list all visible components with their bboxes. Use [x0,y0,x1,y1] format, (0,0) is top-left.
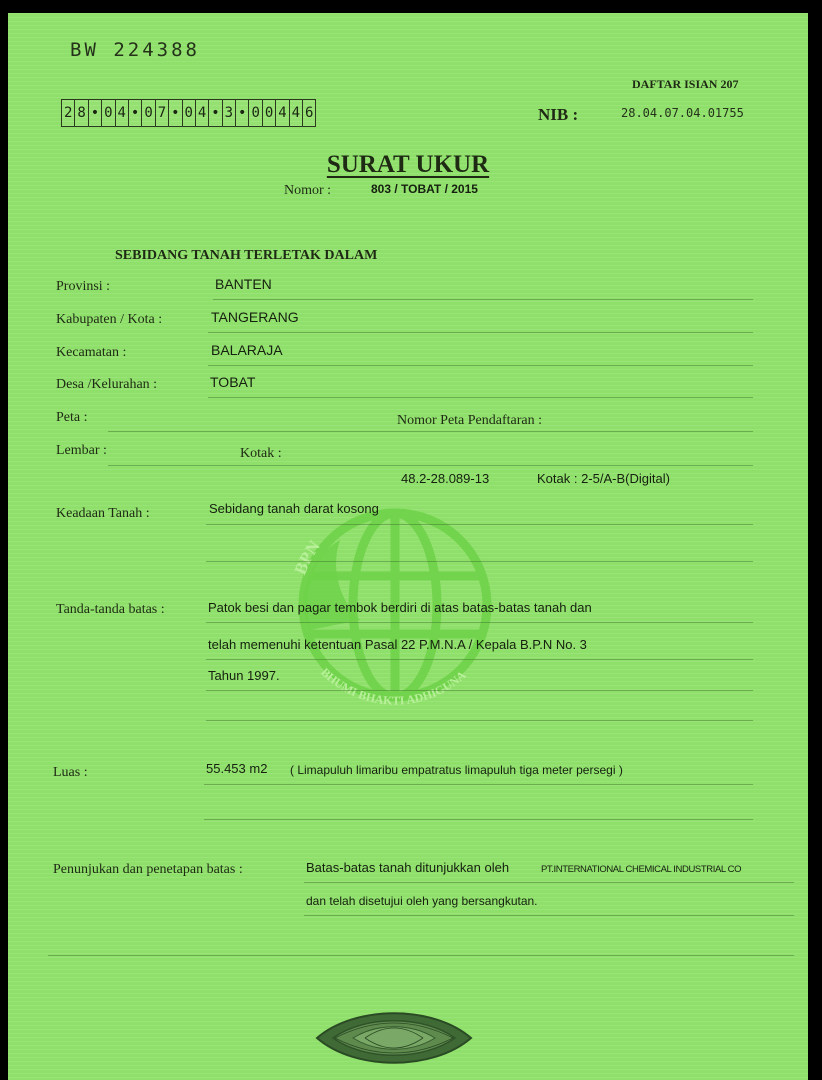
luas-words: ( Limapuluh limaribu empatratus limapuluh tiga meter persegi ) [290,763,623,777]
code-box-cell: 4 [290,100,303,126]
code-box-cell: 0 [249,100,262,126]
document-page [8,13,808,1080]
nib-label: NIB : [538,105,579,124]
code-box-cell: 4 [116,100,129,126]
code-box-cell: 8 [75,100,88,126]
code-box-cell: 4 [196,100,209,126]
security-emblem [315,1003,473,1073]
code-box-cell: 0 [183,100,196,126]
tanda-batas-line-2: telah memenuhi ketentuan Pasal 22 P.M.N.A / Kepala B.P.N No. 3 [208,637,587,652]
desa-label: Desa /Kelurahan : [56,377,158,392]
code-box-cell: • [129,100,142,126]
code-box-cell: • [89,100,102,126]
kabupaten-label: Kabupaten / Kota : [56,312,163,327]
tanda-batas-label: Tanda-tanda batas : [56,602,165,617]
code-box-cell: 4 [276,100,289,126]
company-name: PT.INTERNATIONAL CHEMICAL INDUSTRIAL CO [541,864,742,875]
parcel-code-boxes [61,99,316,127]
code-box-cell: 2 [62,100,75,126]
tanda-batas-line-3: Tahun 1997. [208,668,280,683]
luas-label: Luas : [53,765,88,780]
kotak-value: Kotak : 2-5/A-B(Digital) [537,471,670,486]
code-box-cell: 0 [102,100,115,126]
penunjukan-line-1: Batas-batas tanah ditunjukkan oleh [306,860,510,875]
penunjukan-label: Penunjukan dan penetapan batas : [53,862,243,877]
provinsi-value: BANTEN [215,276,272,292]
section-heading: SEBIDANG TANAH TERLETAK DALAM [115,248,378,263]
kabupaten-value: TANGERANG [211,309,299,325]
seal-text-top: BPN [290,537,324,578]
code-box-cell: • [209,100,222,126]
serial-number: BW 224388 [70,39,200,61]
kecamatan-value: BALARAJA [211,342,283,358]
nib-value: 28.04.07.04.01755 [621,106,744,120]
code-box-cell: 3 [223,100,236,126]
keadaan-label: Keadaan Tanah : [56,506,150,521]
code-box-cell: • [236,100,249,126]
provinsi-label: Provinsi : [56,279,111,294]
keadaan-value: Sebidang tanah darat kosong [209,501,379,516]
map-number-value: 48.2-28.089-13 [401,471,490,486]
kecamatan-label: Kecamatan : [56,345,127,360]
penunjukan-line-2: dan telah disetujui oleh yang bersangkutan. [306,894,538,908]
tanda-batas-line-1: Patok besi dan pagar tembok berdiri di atas batas-batas tanah dan [208,600,592,615]
code-box-cell: 6 [305,105,314,121]
nomor-label: Nomor : [284,183,332,198]
peta-label: Peta : [56,410,88,425]
code-box-cell: 0 [263,100,276,126]
nomor-value: 803 / TOBAT / 2015 [371,182,478,196]
nomor-peta-label: Nomor Peta Pendaftaran : [397,413,543,428]
seal-text-bottom: BHUMI BHAKTI ADHIGUNA [318,665,469,708]
code-box-cell: 0 [142,100,155,126]
kotak-label: Kotak : [240,446,282,461]
luas-value: 55.453 m2 [206,761,268,776]
code-box-cell: 7 [156,100,169,126]
desa-value: TOBAT [210,374,256,390]
document-title: SURAT UKUR [326,151,490,178]
code-box-cell: • [169,100,182,126]
daftar-isian-label: DAFTAR ISIAN 207 [632,77,739,91]
lembar-label: Lembar : [56,443,107,458]
